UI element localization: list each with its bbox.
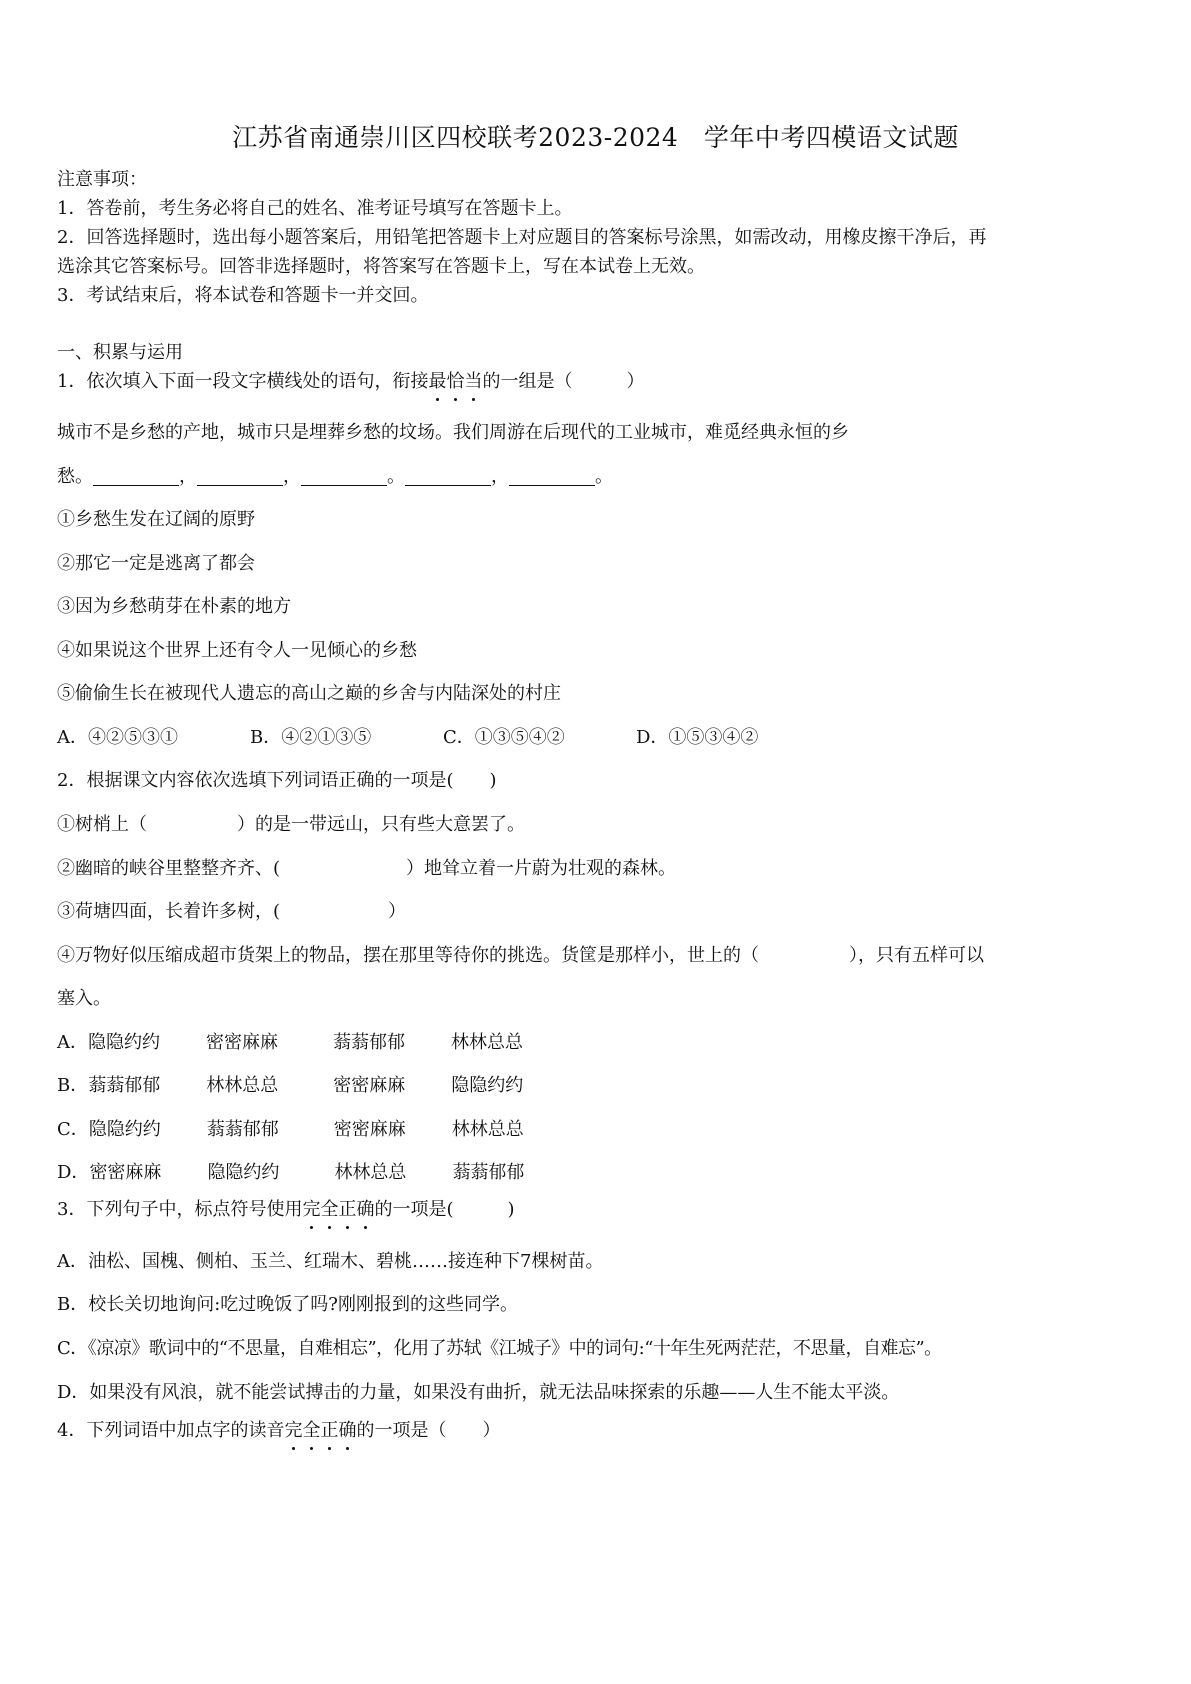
question-2-option-a: [57, 1030, 523, 1056]
emphasis-char: 完: [284, 1418, 302, 1444]
punct: ，: [179, 466, 197, 487]
question-1-item: ⑤偷偷生长在被现代人遗忘的高山之巅的乡舍与内陆深处的村庄: [57, 683, 561, 704]
punct: ，: [283, 466, 301, 487]
question-4-stem: [57, 1418, 500, 1444]
option-label: B．: [57, 1075, 89, 1096]
question-3-option-d: D．如果没有风浪，就不能尝试搏击的力量，如果没有曲折，就无法品味探索的乐趣——人生不能太平淡。: [57, 1382, 900, 1403]
option-word: 林林总总: [451, 1119, 524, 1140]
notice-item-3: 3．考试结束后，将本试卷和答题卡一并交回。: [57, 285, 429, 306]
emphasis-char: 当: [464, 369, 482, 395]
option-word: 隐隐约约: [207, 1162, 280, 1183]
question-3-stem: [57, 1197, 515, 1223]
option-word: 林林总总: [334, 1162, 407, 1183]
question-1-blanks: [57, 464, 613, 490]
emphasis-char: 完: [302, 1197, 320, 1223]
question-2-option-c: [57, 1117, 524, 1143]
emphasis-char: 正: [320, 1418, 338, 1444]
emphasis-char: 确: [356, 1197, 374, 1223]
question-2-sentence-cont: 塞入。: [57, 988, 111, 1009]
question-1-passage: 城市不是乡愁的产地，城市只是埋葬乡愁的坟场。我们周游在后现代的工业城市，难觅经典永恒的乡: [57, 422, 849, 443]
stem-text: 4．下列词语中加点字的读音: [57, 1420, 285, 1441]
option-word: 林林总总: [451, 1032, 523, 1053]
fill-blank: [93, 465, 179, 486]
emphasis-char: 恰: [446, 369, 464, 395]
option-word: 蓊蓊郁郁: [88, 1075, 161, 1096]
section-heading: 一、积累与运用: [57, 342, 183, 363]
option-c: C．①③⑤④②: [443, 727, 565, 748]
question-1-options: [57, 725, 758, 751]
fill-blank: [301, 465, 387, 486]
emphasis-char: 确: [338, 1418, 356, 1444]
question-2-sentence: ①树梢上（ ）的是一带远山，只有些大意罢了。: [57, 814, 525, 835]
option-b: B．④②①③⑤: [250, 727, 372, 748]
option-word: 蓊蓊郁郁: [333, 1032, 405, 1053]
question-3-option-a: A．油松、国槐、侧柏、玉兰、红瑞木、碧桃……接连种下7棵树苗。: [57, 1251, 604, 1272]
option-word: 密密麻麻: [333, 1119, 406, 1140]
question-3-option-b: B．校长关切地询问:吃过晚饭了吗?刚刚报到的这些同学。: [57, 1294, 518, 1315]
emphasis-char: 最: [428, 369, 446, 395]
option-a: A．④②⑤③①: [57, 727, 178, 748]
stem-text: 的一项是（ ）: [356, 1420, 501, 1441]
question-2-sentence: ③荷塘四面，长着许多树，( ）: [57, 901, 407, 922]
fill-blank: [509, 465, 595, 486]
question-1-item: ④如果说这个世界上还有令人一见倾心的乡愁: [57, 640, 417, 661]
option-word: 蓊蓊郁郁: [452, 1162, 525, 1183]
option-word: 密密麻麻: [89, 1162, 162, 1183]
option-label: D．: [57, 1162, 90, 1183]
question-2-sentence: ②幽暗的峡谷里整整齐齐、( ）地耸立着一片蔚为壮观的森林。: [57, 858, 677, 879]
stem-text: 的一项是( ): [374, 1199, 515, 1220]
fill-blank: [197, 465, 283, 486]
option-word: 密密麻麻: [206, 1032, 278, 1053]
stem-text: 的一组是（ ）: [482, 371, 645, 392]
question-1-item: ①乡愁生发在辽阔的原野: [57, 509, 255, 530]
question-3-option-c: C．《凉凉》歌词中的“不思量，自难相忘”，化用了苏轼《江城子》中的词句:“十年生死两茫茫，不思量，自难忘”。: [57, 1338, 942, 1359]
question-2-option-d: [57, 1160, 524, 1186]
question-2-sentence: ④万物好似压缩成超市货架上的物品，摆在那里等待你的挑选。货筐是那样小，世上的（ ），只有五样可以: [57, 945, 984, 966]
question-1-stem: [57, 369, 644, 395]
option-word: 隐隐约约: [88, 1119, 161, 1140]
question-2-stem: 2．根据课文内容依次选填下列词语正确的一项是( ): [57, 770, 497, 791]
emphasis-char: 正: [338, 1197, 356, 1223]
option-word: 隐隐约约: [88, 1032, 160, 1053]
notice-item-2: 2．回答选择题时，选出每小题答案后，用铅笔把答题卡上对应题目的答案标号涂黑，如需改动，用橡皮擦干净后，再: [57, 227, 987, 248]
option-word: 林林总总: [206, 1075, 279, 1096]
stem-text: 3．下列句子中，标点符号使用: [57, 1199, 303, 1220]
option-word: 蓊蓊郁郁: [206, 1119, 279, 1140]
question-1-item: ③因为乡愁萌芽在朴素的地方: [57, 596, 291, 617]
stem-text: 1．依次填入下面一段文字横线处的语句，衔接: [57, 371, 429, 392]
question-1-item: ②那它一定是逃离了都会: [57, 553, 255, 574]
option-d: D．①⑤③④②: [636, 727, 759, 748]
notice-item-2-cont: 选涂其它答案标号。回答非选择题时，将答案写在答题卡上，写在本试卷上无效。: [57, 256, 705, 277]
option-label: C．: [57, 1119, 89, 1140]
notice-item-1: 1．答卷前，考生务必将自己的姓名、准考证号填写在答题卡上。: [57, 198, 573, 219]
punct: 。: [595, 466, 613, 487]
punct: 。: [387, 466, 405, 487]
fill-blank: [405, 465, 491, 486]
punct: ，: [491, 466, 509, 487]
page-title: 江苏省南通崇川区四校联考2023-2024 学年中考四模语文试题: [232, 123, 959, 152]
option-word: 密密麻麻: [333, 1075, 406, 1096]
question-2-option-b: [57, 1073, 523, 1099]
notice-heading: 注意事项：: [57, 169, 147, 190]
emphasis-char: 全: [302, 1418, 320, 1444]
passage-text: 愁。: [57, 466, 93, 487]
option-word: 隐隐约约: [451, 1075, 524, 1096]
option-label: A．: [57, 1032, 88, 1053]
emphasis-char: 全: [320, 1197, 338, 1223]
